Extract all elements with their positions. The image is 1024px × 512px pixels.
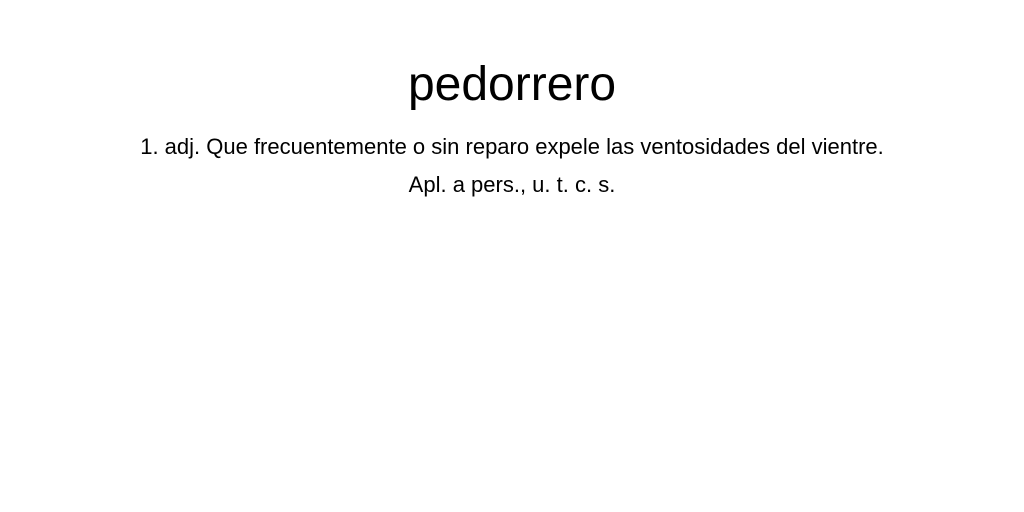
headword: pedorrero xyxy=(407,58,617,111)
definition-line-2: Apl. a pers., u. t. c. s. xyxy=(408,172,616,197)
definition xyxy=(0,128,1024,204)
definition-line-1: 1. adj. Que frecuentemente o sin reparo expele las ventosidades del vientre. xyxy=(140,134,884,159)
